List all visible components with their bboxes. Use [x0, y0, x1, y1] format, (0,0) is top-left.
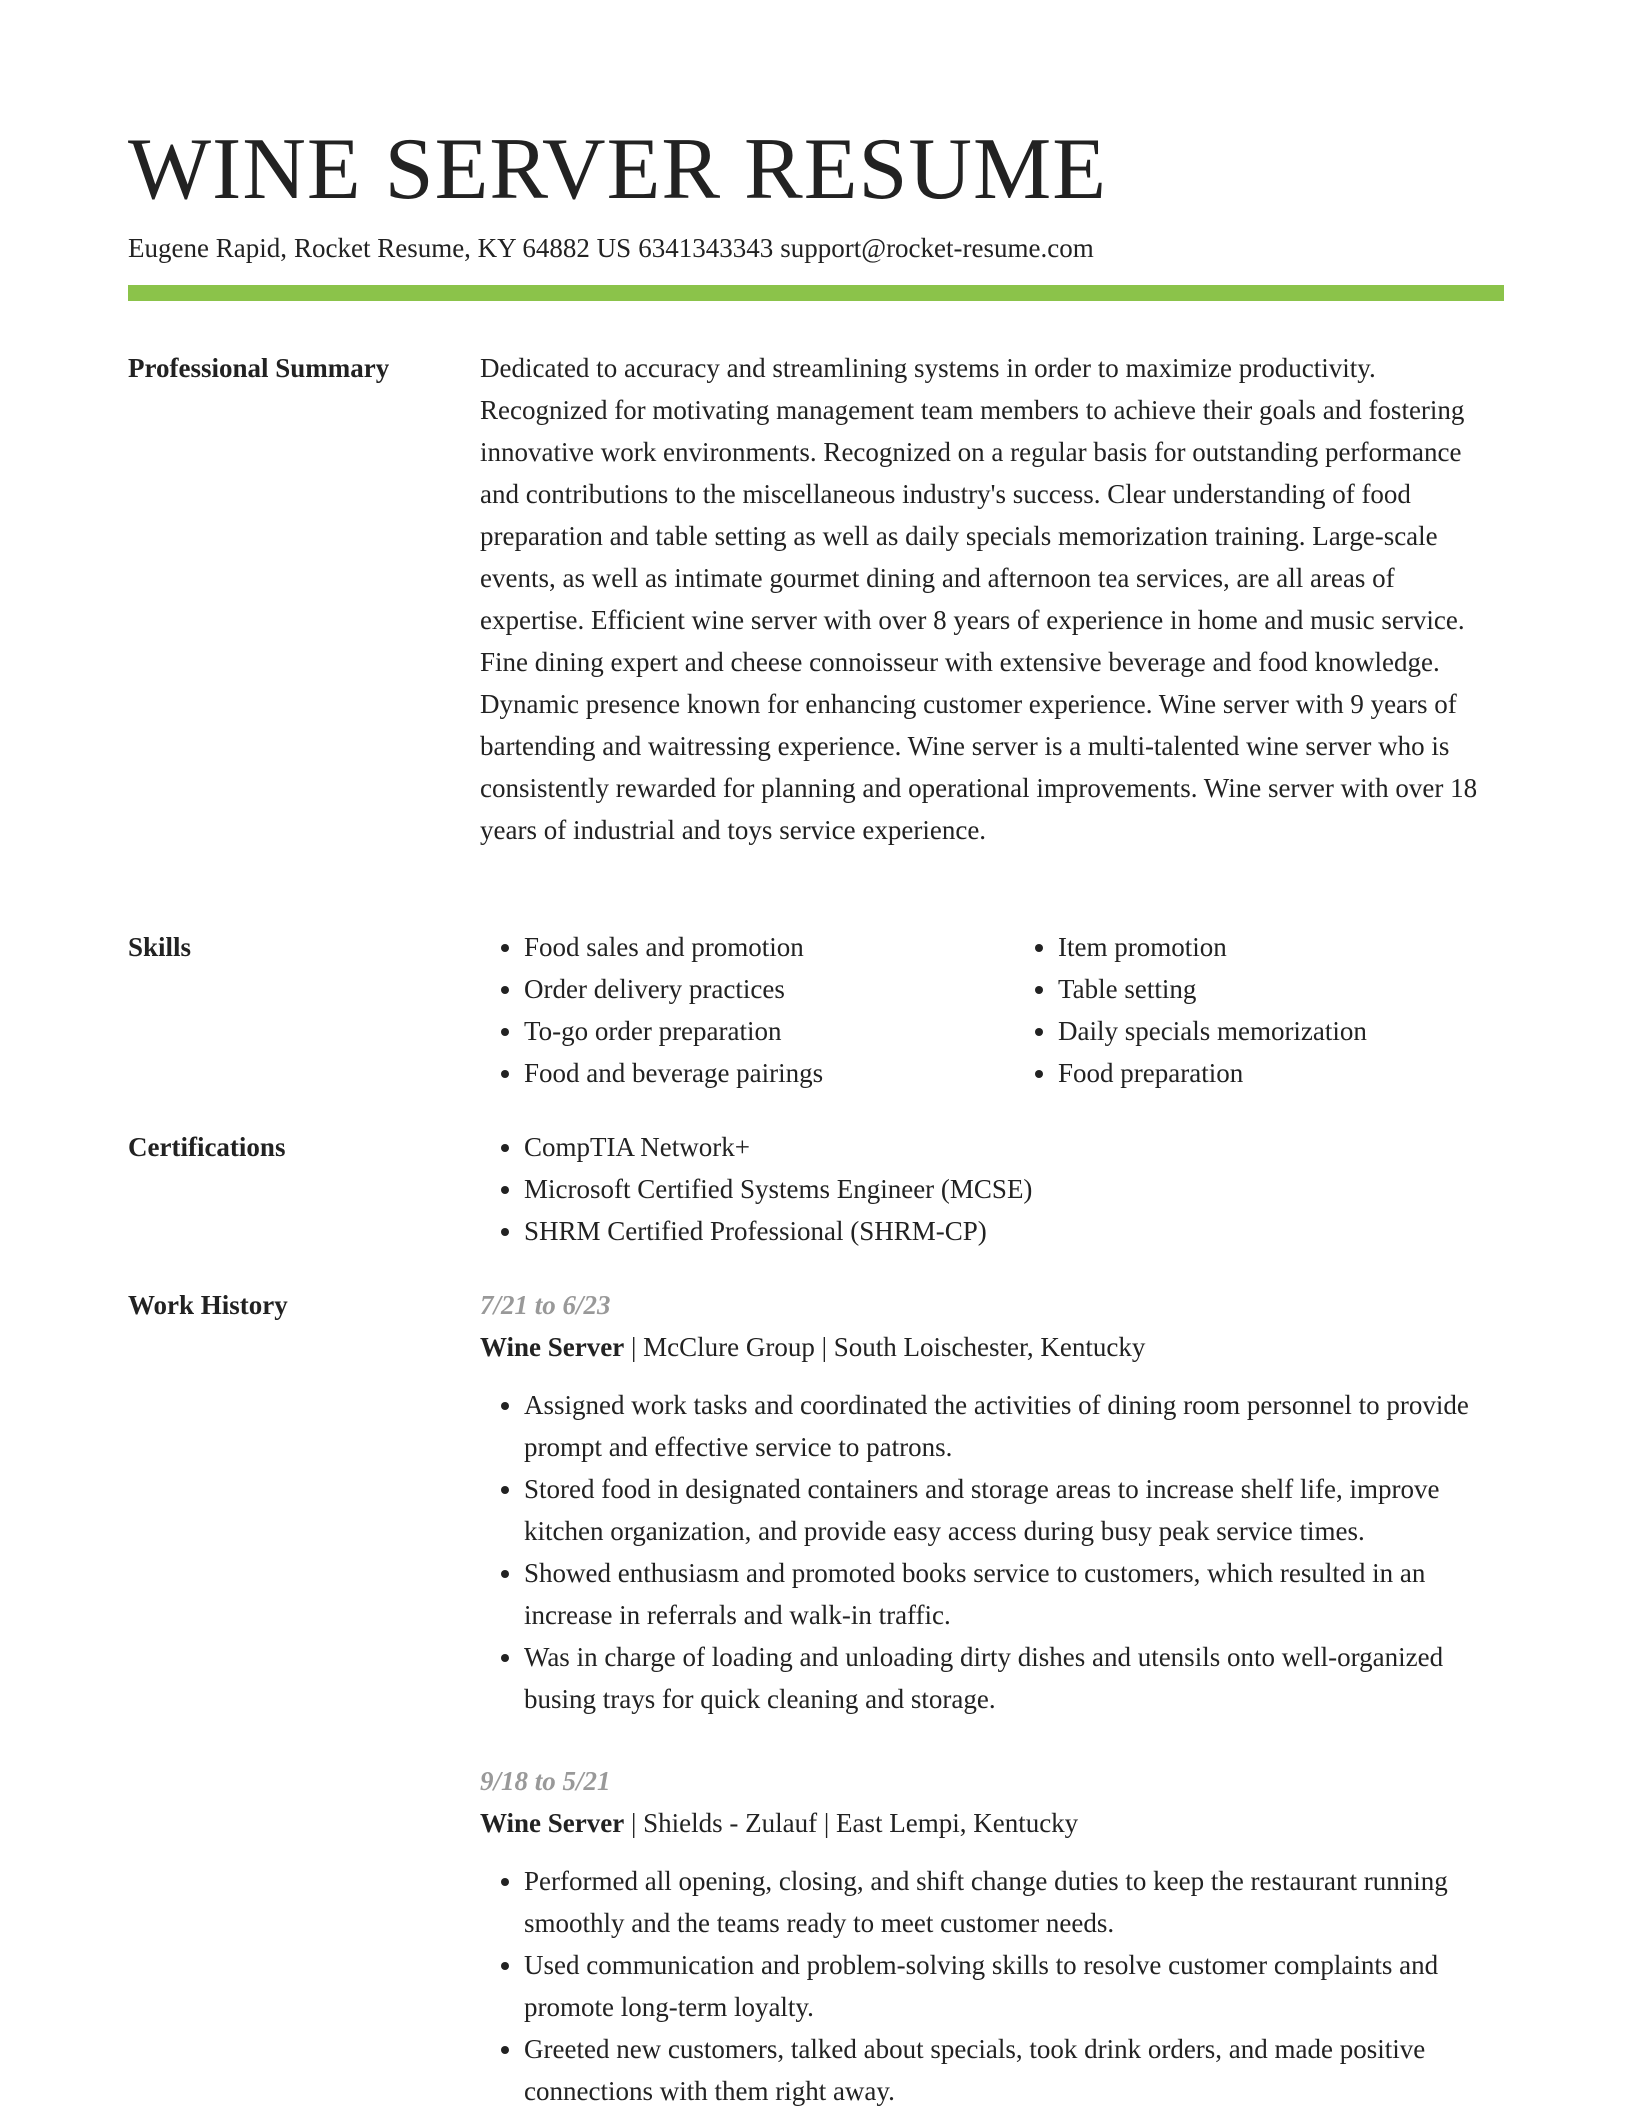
skill-item: • Food preparation — [1058, 1052, 1504, 1094]
contact-address: Rocket Resume, KY 64882 US — [293, 233, 632, 263]
contact-email: support@rocket-resume.com — [780, 233, 1094, 263]
job-bullet: • Assigned work tasks and coordinated the activities of dining room personnel to provide prompt and effective service to patrons. — [524, 1384, 1504, 1468]
job-title: Wine Server — [480, 1808, 625, 1838]
job-bullets — [480, 1384, 1504, 1720]
job-bullet: • Was in charge of loading and unloading dirty dishes and utensils onto well-organized busing trays for quick cleaning and storage. — [524, 1636, 1504, 1720]
contact-name: Eugene Rapid, — [128, 233, 287, 263]
skills-body — [480, 926, 1504, 1094]
skills-column-left — [480, 926, 970, 1094]
job-bullet: • Used communication and problem-solving skills to resolve customer complaints and promote long-term loyalty. — [524, 1944, 1504, 2028]
job-bullet: • Stored food in designated containers and storage areas to increase shelf life, improve kitchen organization, and provide easy access during busy peak service times. — [524, 1468, 1504, 1552]
contact-line — [128, 230, 1094, 266]
summary-text: Dedicated to accuracy and streamlining systems in order to maximize productivity. Recognized for motivating management team members to achieve their goals and fostering innovative work environments. Recognized on a regular basis for outstanding performance and contributions to the miscellaneous industry's success. Clear understanding of food preparation and table setting as well as daily specials memorization training. Large-scale events, as well as intimate gourmet dining and afternoon tea services, are all areas of expertise. Efficient wine server with over 8 years of experience in home and music service. Fine dining expert and cheese connoisseur with extensive beverage and food knowledge. Dynamic presence known for enhancing customer experience. Wine server with 9 years of bartending and waitressing experience. Wine server is a multi-talented wine server who is consistently rewarded for planning and operational improvements. Wine server with over 18 years of industrial and toys service experience. — [480, 353, 1478, 845]
certifications-list — [480, 1126, 1504, 1252]
section-label-work-history: Work History — [128, 1290, 288, 1320]
certifications-body — [480, 1126, 1504, 1252]
certification-item: • SHRM Certified Professional (SHRM-CP) — [524, 1210, 1504, 1252]
job-details: | Shields - Zulauf | East Lempi, Kentucky — [624, 1808, 1079, 1838]
job-entry — [480, 1284, 1504, 1720]
section-label-certifications: Certifications — [128, 1132, 286, 1162]
skill-item: • Daily specials memorization — [1058, 1010, 1504, 1052]
skill-item: • Food sales and promotion — [524, 926, 970, 968]
job-heading — [480, 1802, 1504, 1844]
job-dates: 9/18 to 5/21 — [480, 1766, 611, 1796]
skill-item: • Table setting — [1058, 968, 1504, 1010]
job-bullet: • Greeted new customers, talked about specials, took drink orders, and made positive connections with them right away. — [524, 2028, 1504, 2112]
job-entry — [480, 1760, 1504, 2112]
resume-title: WINE SERVER RESUME — [128, 121, 1107, 218]
job-title: Wine Server — [480, 1332, 625, 1362]
skill-item: • Order delivery practices — [524, 968, 970, 1010]
skill-item: • Item promotion — [1058, 926, 1504, 968]
job-details: | McClure Group | South Loischester, Kentucky — [624, 1332, 1146, 1362]
skills-column-right — [1014, 926, 1504, 1094]
header-divider — [128, 285, 1504, 301]
job-bullets — [480, 1860, 1504, 2112]
section-label-skills: Skills — [128, 932, 192, 962]
certification-item: • CompTIA Network+ — [524, 1126, 1504, 1168]
job-heading — [480, 1326, 1504, 1368]
skill-item: • Food and beverage pairings — [524, 1052, 970, 1094]
job-bullet: • Performed all opening, closing, and shift change duties to keep the restaurant running smoothly and the teams ready to meet customer needs. — [524, 1860, 1504, 1944]
work-history-body — [480, 1284, 1504, 2112]
summary-body — [480, 347, 1504, 851]
contact-phone: 6341343343 — [638, 233, 774, 263]
job-dates: 7/21 to 6/23 — [480, 1290, 611, 1320]
skills-grid — [480, 926, 1504, 1094]
job-bullet: • Showed enthusiasm and promoted books service to customers, which resulted in an increase in referrals and walk-in traffic. — [524, 1552, 1504, 1636]
certification-item: • Microsoft Certified Systems Engineer (MCSE) — [524, 1168, 1504, 1210]
skill-item: • To-go order preparation — [524, 1010, 970, 1052]
section-label-summary: Professional Summary — [128, 353, 390, 383]
